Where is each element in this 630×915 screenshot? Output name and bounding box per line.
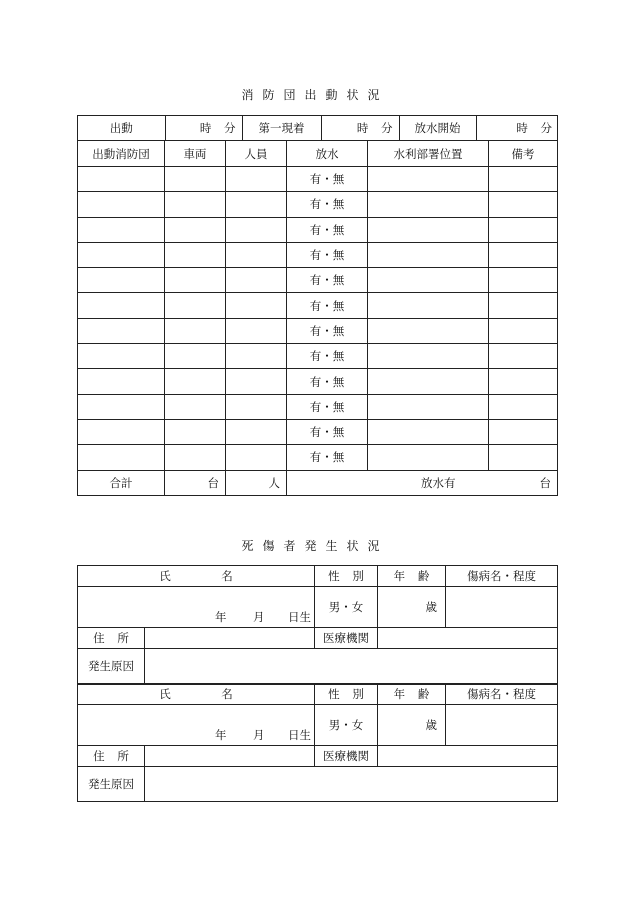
brigade-cell[interactable] <box>78 167 165 192</box>
water-position-cell[interactable] <box>368 445 489 470</box>
water-cell[interactable]: 有・無 <box>287 394 368 419</box>
sex-header: 性 別 <box>315 684 378 705</box>
cause-label: 発生原因 <box>78 767 145 802</box>
remarks-cell[interactable] <box>489 394 558 419</box>
vehicle-cell[interactable] <box>165 242 226 267</box>
vehicle-cell[interactable] <box>165 192 226 217</box>
casualty-table <box>77 565 558 802</box>
brigade-cell[interactable] <box>78 217 165 242</box>
water-position-cell[interactable] <box>368 167 489 192</box>
water-cell[interactable]: 有・無 <box>287 419 368 444</box>
hour-label: 時 <box>199 121 212 135</box>
address-field[interactable] <box>145 628 315 649</box>
address-row <box>78 628 558 649</box>
medical-label: 医療機関 <box>315 746 378 767</box>
water-cell[interactable]: 有・無 <box>287 167 368 192</box>
vehicle-cell[interactable] <box>165 293 226 318</box>
hour-label: 時 <box>356 121 369 135</box>
first-arrival-time-field[interactable] <box>321 116 399 140</box>
brigade-cell[interactable] <box>78 293 165 318</box>
remarks-cell[interactable] <box>489 293 558 318</box>
water-cell[interactable]: 有・無 <box>287 318 368 343</box>
total-personnel-field[interactable] <box>226 470 287 495</box>
birth-year-label: 年 <box>215 728 227 742</box>
age-field[interactable] <box>378 587 446 628</box>
water-yes-label: 放水有 <box>421 475 456 490</box>
fire-data-row <box>78 318 558 343</box>
age-header: 年 齢 <box>378 566 446 587</box>
fire-data-row <box>78 167 558 192</box>
fire-data-row <box>78 192 558 217</box>
minute-label: 分 <box>381 121 393 135</box>
age-unit: 歳 <box>425 600 437 614</box>
brigade-cell[interactable] <box>78 242 165 267</box>
remarks-cell[interactable] <box>489 268 558 293</box>
age-header: 年 齢 <box>378 684 446 705</box>
casualty-header-row <box>78 566 558 587</box>
person-unit: 人 <box>268 475 280 490</box>
fire-data-row <box>78 344 558 369</box>
fire-brigade-title: 消防団出動状況 <box>241 88 389 102</box>
remarks-cell[interactable] <box>489 445 558 470</box>
cause-label: 発生原因 <box>78 649 145 684</box>
water-position-cell[interactable] <box>368 268 489 293</box>
brigade-cell[interactable] <box>78 318 165 343</box>
water-position-cell[interactable] <box>368 344 489 369</box>
brigade-cell[interactable] <box>78 419 165 444</box>
name-birth-field[interactable] <box>78 587 315 628</box>
remarks-cell[interactable] <box>489 167 558 192</box>
vehicle-cell[interactable] <box>165 394 226 419</box>
cause-field[interactable] <box>145 767 558 802</box>
personnel-cell[interactable] <box>226 394 287 419</box>
sex-field[interactable]: 男・女 <box>315 587 378 628</box>
vehicle-cell[interactable] <box>165 369 226 394</box>
casualty-person-row <box>78 705 558 746</box>
fire-header-row <box>78 141 558 167</box>
vehicle-unit: 台 <box>207 475 219 490</box>
cause-row <box>78 649 558 684</box>
birth-day-label: 日生 <box>288 610 311 624</box>
personnel-cell[interactable] <box>226 268 287 293</box>
header-remarks: 備考 <box>489 141 558 167</box>
header-water-position: 水利部署位置 <box>368 141 489 167</box>
vehicle-cell[interactable] <box>165 167 226 192</box>
fire-data-row <box>78 268 558 293</box>
brigade-cell[interactable] <box>78 394 165 419</box>
remarks-cell[interactable] <box>489 419 558 444</box>
dispatch-time-row <box>78 116 558 141</box>
age-unit: 歳 <box>425 718 437 732</box>
fire-data-row <box>78 419 558 444</box>
water-position-cell[interactable] <box>368 217 489 242</box>
address-field[interactable] <box>145 746 315 767</box>
address-label: 住 所 <box>78 628 145 649</box>
birth-month-label: 月 <box>253 610 265 624</box>
name-header: 氏 名 <box>78 684 315 705</box>
total-water-field[interactable] <box>287 470 558 495</box>
casualty-person-row <box>78 587 558 628</box>
medical-field[interactable] <box>378 746 558 767</box>
fire-data-row <box>78 394 558 419</box>
water-cell[interactable]: 有・無 <box>287 344 368 369</box>
water-position-cell[interactable] <box>368 293 489 318</box>
total-vehicles-field[interactable] <box>165 470 226 495</box>
birth-year-label: 年 <box>215 610 227 624</box>
water-cell[interactable]: 有・無 <box>287 293 368 318</box>
hour-label: 時 <box>516 121 528 135</box>
vehicle-cell[interactable] <box>165 318 226 343</box>
sex-header: 性 別 <box>315 566 378 587</box>
vehicle-cell[interactable] <box>165 445 226 470</box>
remarks-cell[interactable] <box>489 344 558 369</box>
personnel-cell[interactable] <box>226 419 287 444</box>
injury-field[interactable] <box>446 587 558 628</box>
sex-field[interactable]: 男・女 <box>315 705 378 746</box>
casualty-title: 死傷者発生状況 <box>241 539 389 553</box>
personnel-cell[interactable] <box>226 192 287 217</box>
header-water: 放水 <box>287 141 368 167</box>
birth-month-label: 月 <box>253 728 265 742</box>
personnel-cell[interactable] <box>226 167 287 192</box>
vehicle-cell[interactable] <box>165 344 226 369</box>
personnel-cell[interactable] <box>226 242 287 267</box>
fire-data-row <box>78 293 558 318</box>
water-position-cell[interactable] <box>368 318 489 343</box>
water-position-cell[interactable] <box>368 369 489 394</box>
cause-row <box>78 767 558 802</box>
total-label: 合計 <box>78 470 165 495</box>
brigade-cell[interactable] <box>78 192 165 217</box>
fire-data-row <box>78 242 558 267</box>
total-row <box>78 470 558 495</box>
address-label: 住 所 <box>78 746 145 767</box>
water-cell[interactable]: 有・無 <box>287 217 368 242</box>
brigade-cell[interactable] <box>78 344 165 369</box>
water-start-label: 放水開始 <box>399 116 476 140</box>
injury-header: 傷病名・程度 <box>446 566 558 587</box>
fire-brigade-table <box>77 115 558 496</box>
first-arrival-label: 第一現着 <box>242 116 321 140</box>
water-cell[interactable]: 有・無 <box>287 268 368 293</box>
vehicle-cell[interactable] <box>165 419 226 444</box>
header-personnel: 人員 <box>226 141 287 167</box>
water-position-cell[interactable] <box>368 192 489 217</box>
fire-data-row <box>78 217 558 242</box>
vehicle-cell[interactable] <box>165 268 226 293</box>
medical-label: 医療機関 <box>315 628 378 649</box>
cause-field[interactable] <box>145 649 558 684</box>
birth-day-label: 日生 <box>288 728 311 742</box>
brigade-cell[interactable] <box>78 369 165 394</box>
injury-field[interactable] <box>446 705 558 746</box>
water-cell[interactable]: 有・無 <box>287 192 368 217</box>
fire-data-row <box>78 445 558 470</box>
remarks-cell[interactable] <box>489 242 558 267</box>
remarks-cell[interactable] <box>489 369 558 394</box>
water-position-cell[interactable] <box>368 419 489 444</box>
water-position-cell[interactable] <box>368 394 489 419</box>
address-row <box>78 746 558 767</box>
water-start-time-field[interactable] <box>476 116 558 140</box>
fire-data-row <box>78 369 558 394</box>
vehicle-cell[interactable] <box>165 217 226 242</box>
brigade-cell[interactable] <box>78 268 165 293</box>
personnel-cell[interactable] <box>226 369 287 394</box>
dispatch-label: 出動 <box>78 116 165 140</box>
dispatch-time-field[interactable] <box>165 116 242 140</box>
minute-label: 分 <box>540 121 552 135</box>
personnel-cell[interactable] <box>226 318 287 343</box>
water-unit: 台 <box>539 475 552 490</box>
personnel-cell[interactable] <box>226 344 287 369</box>
casualty-header-row <box>78 684 558 705</box>
medical-field[interactable] <box>378 628 558 649</box>
remarks-cell[interactable] <box>489 192 558 217</box>
minute-label: 分 <box>224 121 236 135</box>
age-field[interactable] <box>378 705 446 746</box>
remarks-cell[interactable] <box>489 318 558 343</box>
personnel-cell[interactable] <box>226 217 287 242</box>
name-header: 氏 名 <box>78 566 315 587</box>
remarks-cell[interactable] <box>489 217 558 242</box>
water-cell[interactable]: 有・無 <box>287 369 368 394</box>
personnel-cell[interactable] <box>226 293 287 318</box>
brigade-cell[interactable] <box>78 445 165 470</box>
water-position-cell[interactable] <box>368 242 489 267</box>
personnel-cell[interactable] <box>226 445 287 470</box>
water-cell[interactable]: 有・無 <box>287 445 368 470</box>
header-vehicle: 車両 <box>165 141 226 167</box>
water-cell[interactable]: 有・無 <box>287 242 368 267</box>
name-birth-field[interactable] <box>78 705 315 746</box>
injury-header: 傷病名・程度 <box>446 684 558 705</box>
header-brigade: 出動消防団 <box>78 141 165 167</box>
